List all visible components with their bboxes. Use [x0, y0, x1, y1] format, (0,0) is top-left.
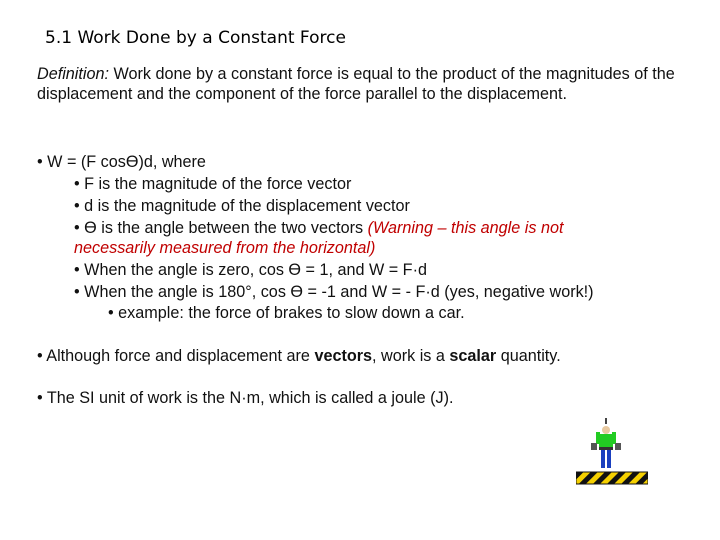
formula-item-angle [74, 218, 563, 238]
definition-text: Work done by a constant force is equal to the product of the magnitudes of the displacement and the component of the force parallel to the displacement. [37, 65, 675, 103]
scalar-note-vectors: vectors [314, 347, 373, 365]
scalar-note-scalar: scalar [449, 347, 497, 365]
scalar-note-mid: , work is a [372, 347, 450, 365]
formula-item-angle-text: • ϴ is the angle between the two vectors [74, 219, 368, 237]
definition-paragraph [37, 64, 677, 104]
definition-term: Definition: [37, 65, 109, 83]
negative-angle-case: • When the angle is 180°, cos ϴ = -1 and W = - F·d (yes, negative work!) [74, 283, 594, 301]
warning-text: (Warning – this angle is not [367, 219, 564, 237]
slide-title: 5.1 Work Done by a Constant Force [45, 28, 346, 48]
scalar-note-post: quantity. [496, 347, 561, 365]
scalar-note [37, 346, 561, 366]
weightlifter-icon [576, 416, 648, 486]
formula-main: • W = (F cosϴ)d, where [37, 153, 206, 171]
si-unit-note: • The SI unit of work is the N·m, which is called a joule (J). [37, 389, 454, 407]
scalar-note-pre: • Although force and displacement are [37, 347, 315, 365]
zero-angle-case: • When the angle is zero, cos ϴ = 1, and W = F·d [74, 261, 427, 279]
brakes-example: • example: the force of brakes to slow down a car. [108, 304, 465, 322]
formula-item-force: • F is the magnitude of the force vector [74, 175, 352, 193]
formula-item-displacement: • d is the magnitude of the displacement vector [74, 197, 410, 215]
warning-text-continued: necessarily measured from the horizontal) [74, 239, 376, 257]
